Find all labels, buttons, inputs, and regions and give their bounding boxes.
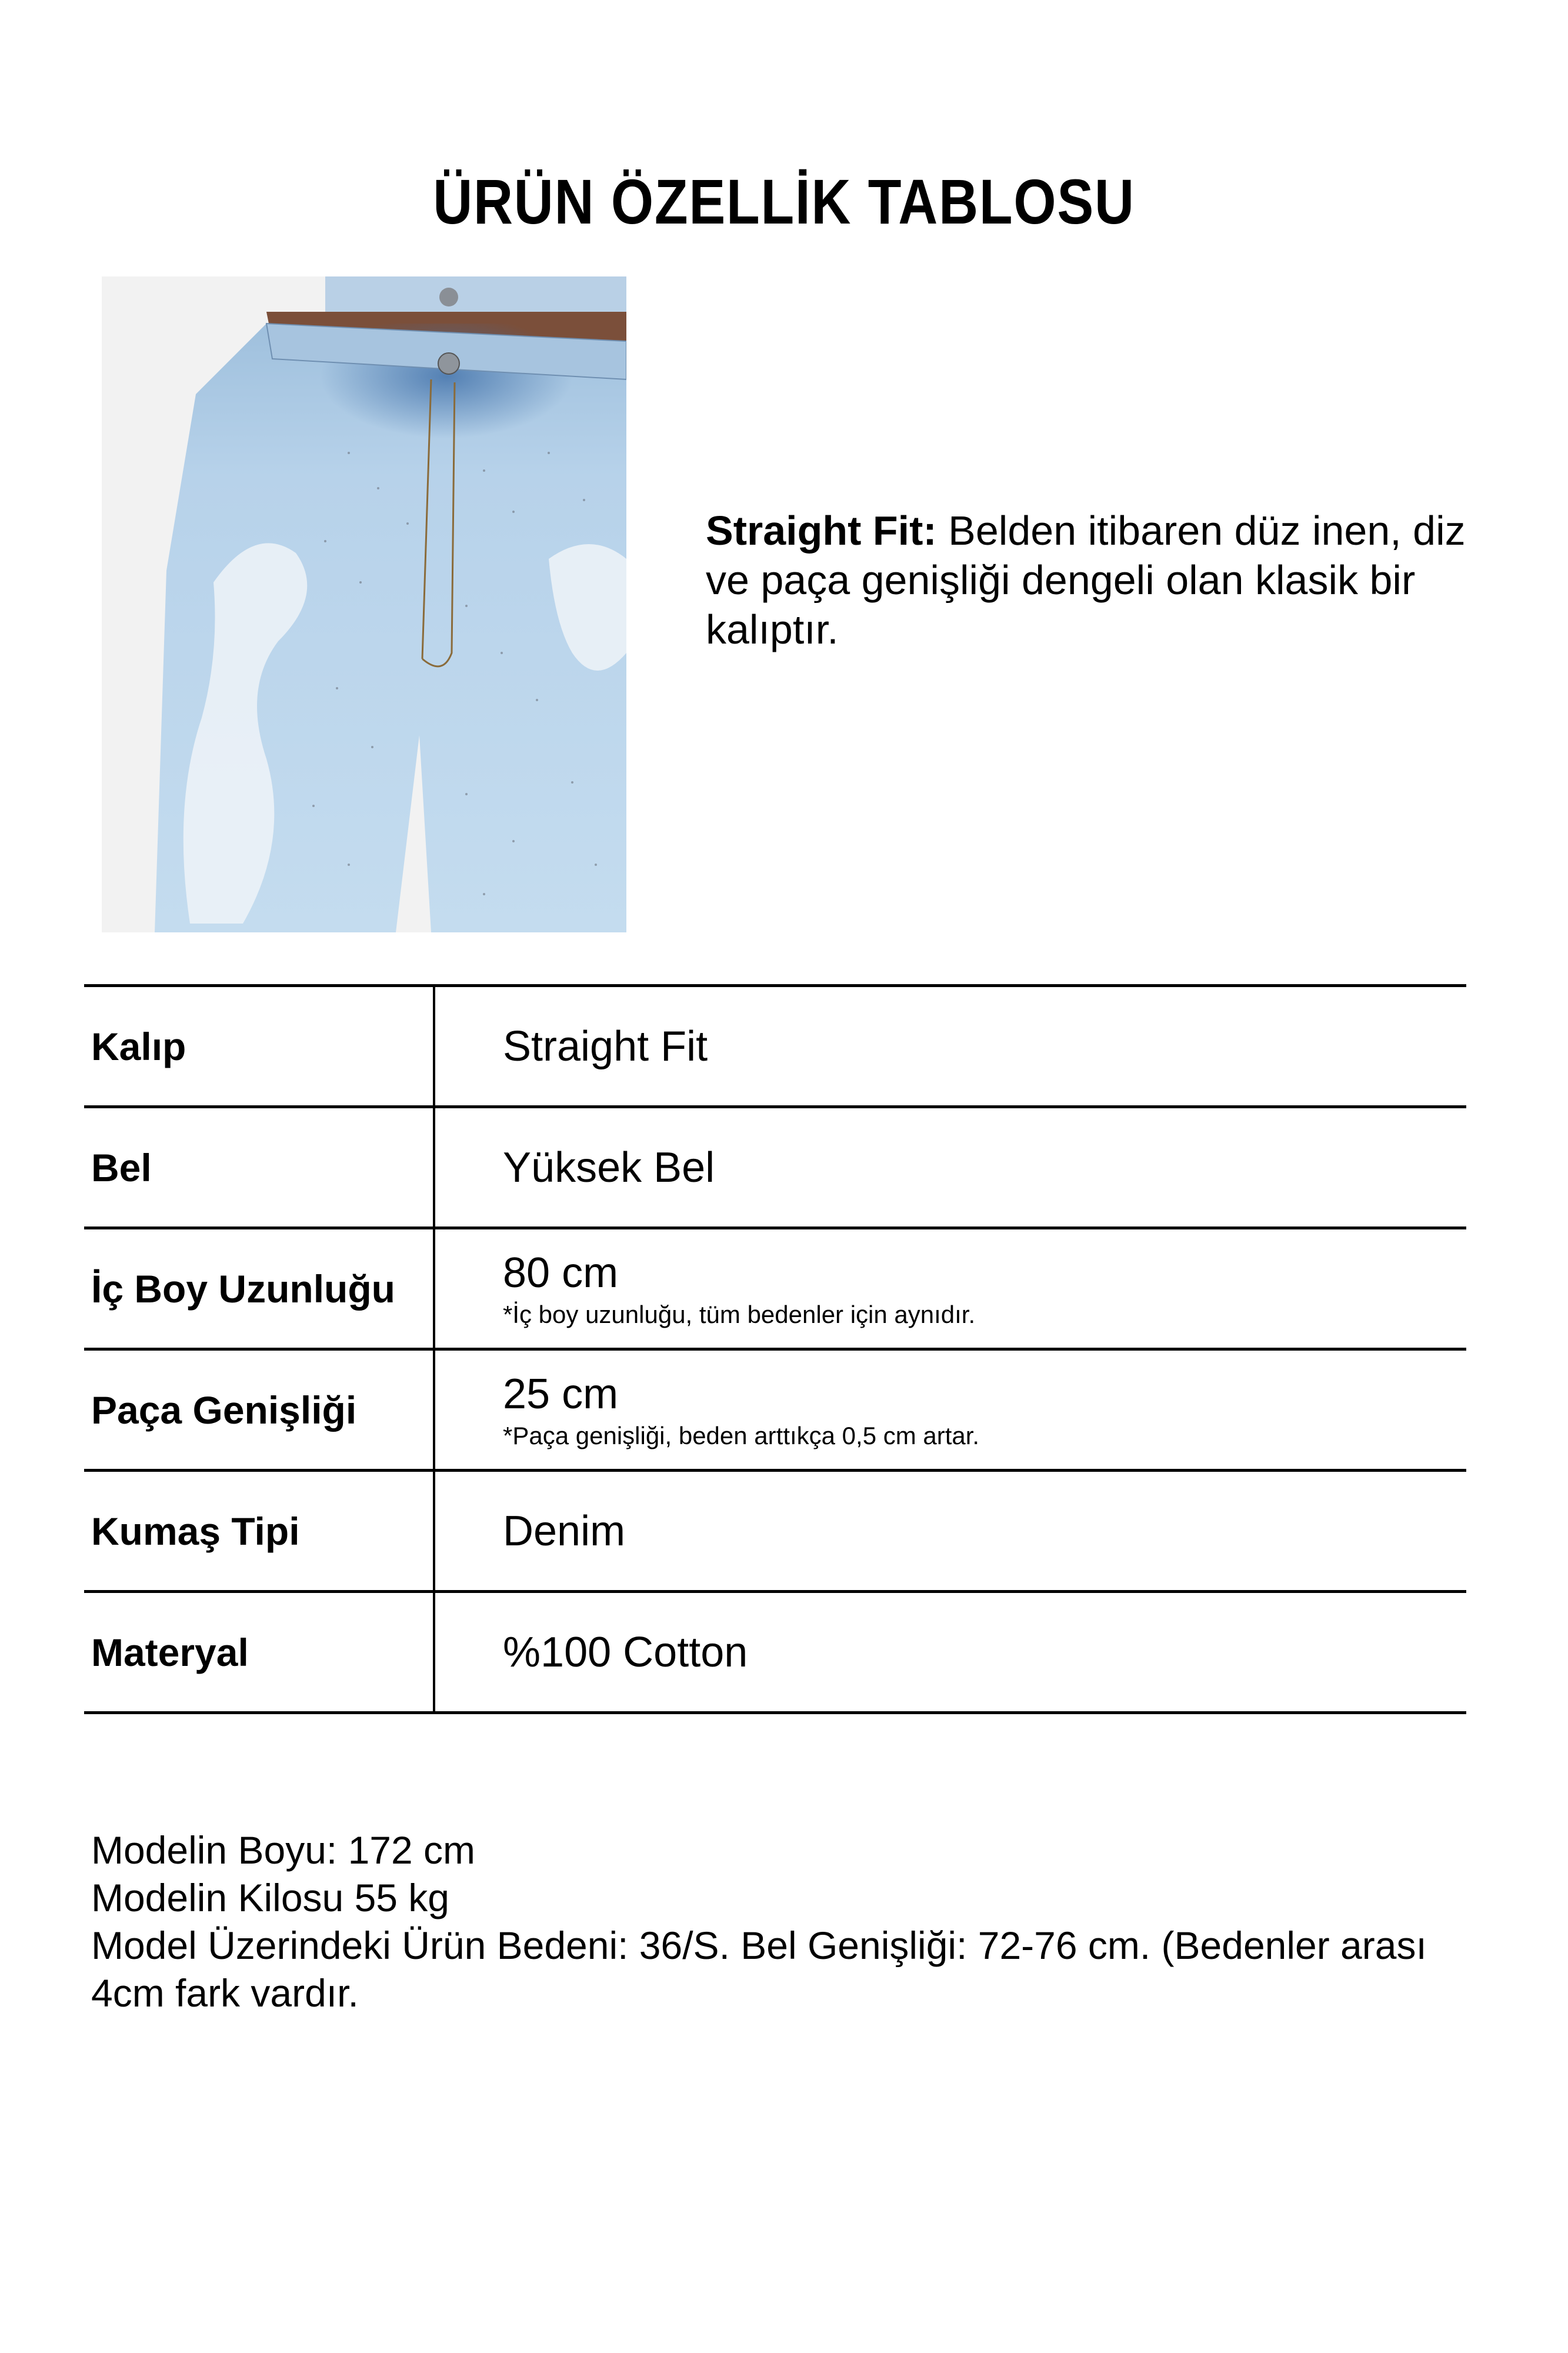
spec-value: 80 cm: [503, 1249, 619, 1297]
spec-row-paca: [84, 1348, 1466, 1469]
product-image: [102, 276, 626, 932]
model-weight: Modelin Kilosu 55 kg: [91, 1876, 450, 1919]
spec-label: Bel: [84, 1108, 435, 1227]
spec-table: [84, 984, 1466, 1714]
spec-value-cell: [435, 1593, 1466, 1711]
spec-row-materyal: [84, 1590, 1466, 1714]
spec-value: Straight Fit: [503, 1022, 708, 1070]
fit-description-text: Belden itibaren düz inen, diz ve paça genişliği dengeli olan klasik bir kalıptır.: [706, 508, 1466, 652]
fit-description: [706, 506, 1488, 654]
spec-row-bel: [84, 1105, 1466, 1227]
spec-value: Denim: [503, 1507, 626, 1555]
page-title: ÜRÜN ÖZELLİK TABLOSU: [433, 166, 1135, 237]
spec-value-cell: [435, 987, 1466, 1105]
spec-note: *Paça genişliği, beden arttıkça 0,5 cm artar.: [503, 1421, 980, 1449]
spec-value: Yüksek Bel: [503, 1144, 715, 1191]
spec-value-cell: [435, 1351, 1466, 1469]
jeans-illustration: [102, 276, 626, 932]
spec-value-cell: [435, 1472, 1466, 1590]
spec-row-kalip: [84, 984, 1466, 1105]
model-info: [91, 1827, 1473, 2017]
spec-label: Kumaş Tipi: [84, 1472, 435, 1590]
spec-value: 25 cm: [503, 1370, 619, 1418]
spec-label: Paça Genişliği: [84, 1351, 435, 1469]
spec-label: Materyal: [84, 1593, 435, 1711]
model-size: Model Üzerindeki Ürün Bedeni: 36/S. Bel Genişliği: 72-76 cm. (Bedenler arası 4cm fark vardır.: [91, 1924, 1427, 2015]
spec-row-kumas: [84, 1469, 1466, 1590]
model-height: Modelin Boyu: 172 cm: [91, 1828, 476, 1872]
fit-description-label: Straight Fit:: [706, 508, 937, 554]
spec-value-cell: [435, 1229, 1466, 1348]
spec-value-cell: [435, 1108, 1466, 1227]
spec-label: Kalıp: [84, 987, 435, 1105]
spec-row-ic-boy: [84, 1227, 1466, 1348]
spec-label: İç Boy Uzunluğu: [84, 1229, 435, 1348]
spec-note: *İç boy uzunluğu, tüm bedenler için aynıdır.: [503, 1300, 976, 1328]
spec-value: %100 Cotton: [503, 1628, 748, 1676]
